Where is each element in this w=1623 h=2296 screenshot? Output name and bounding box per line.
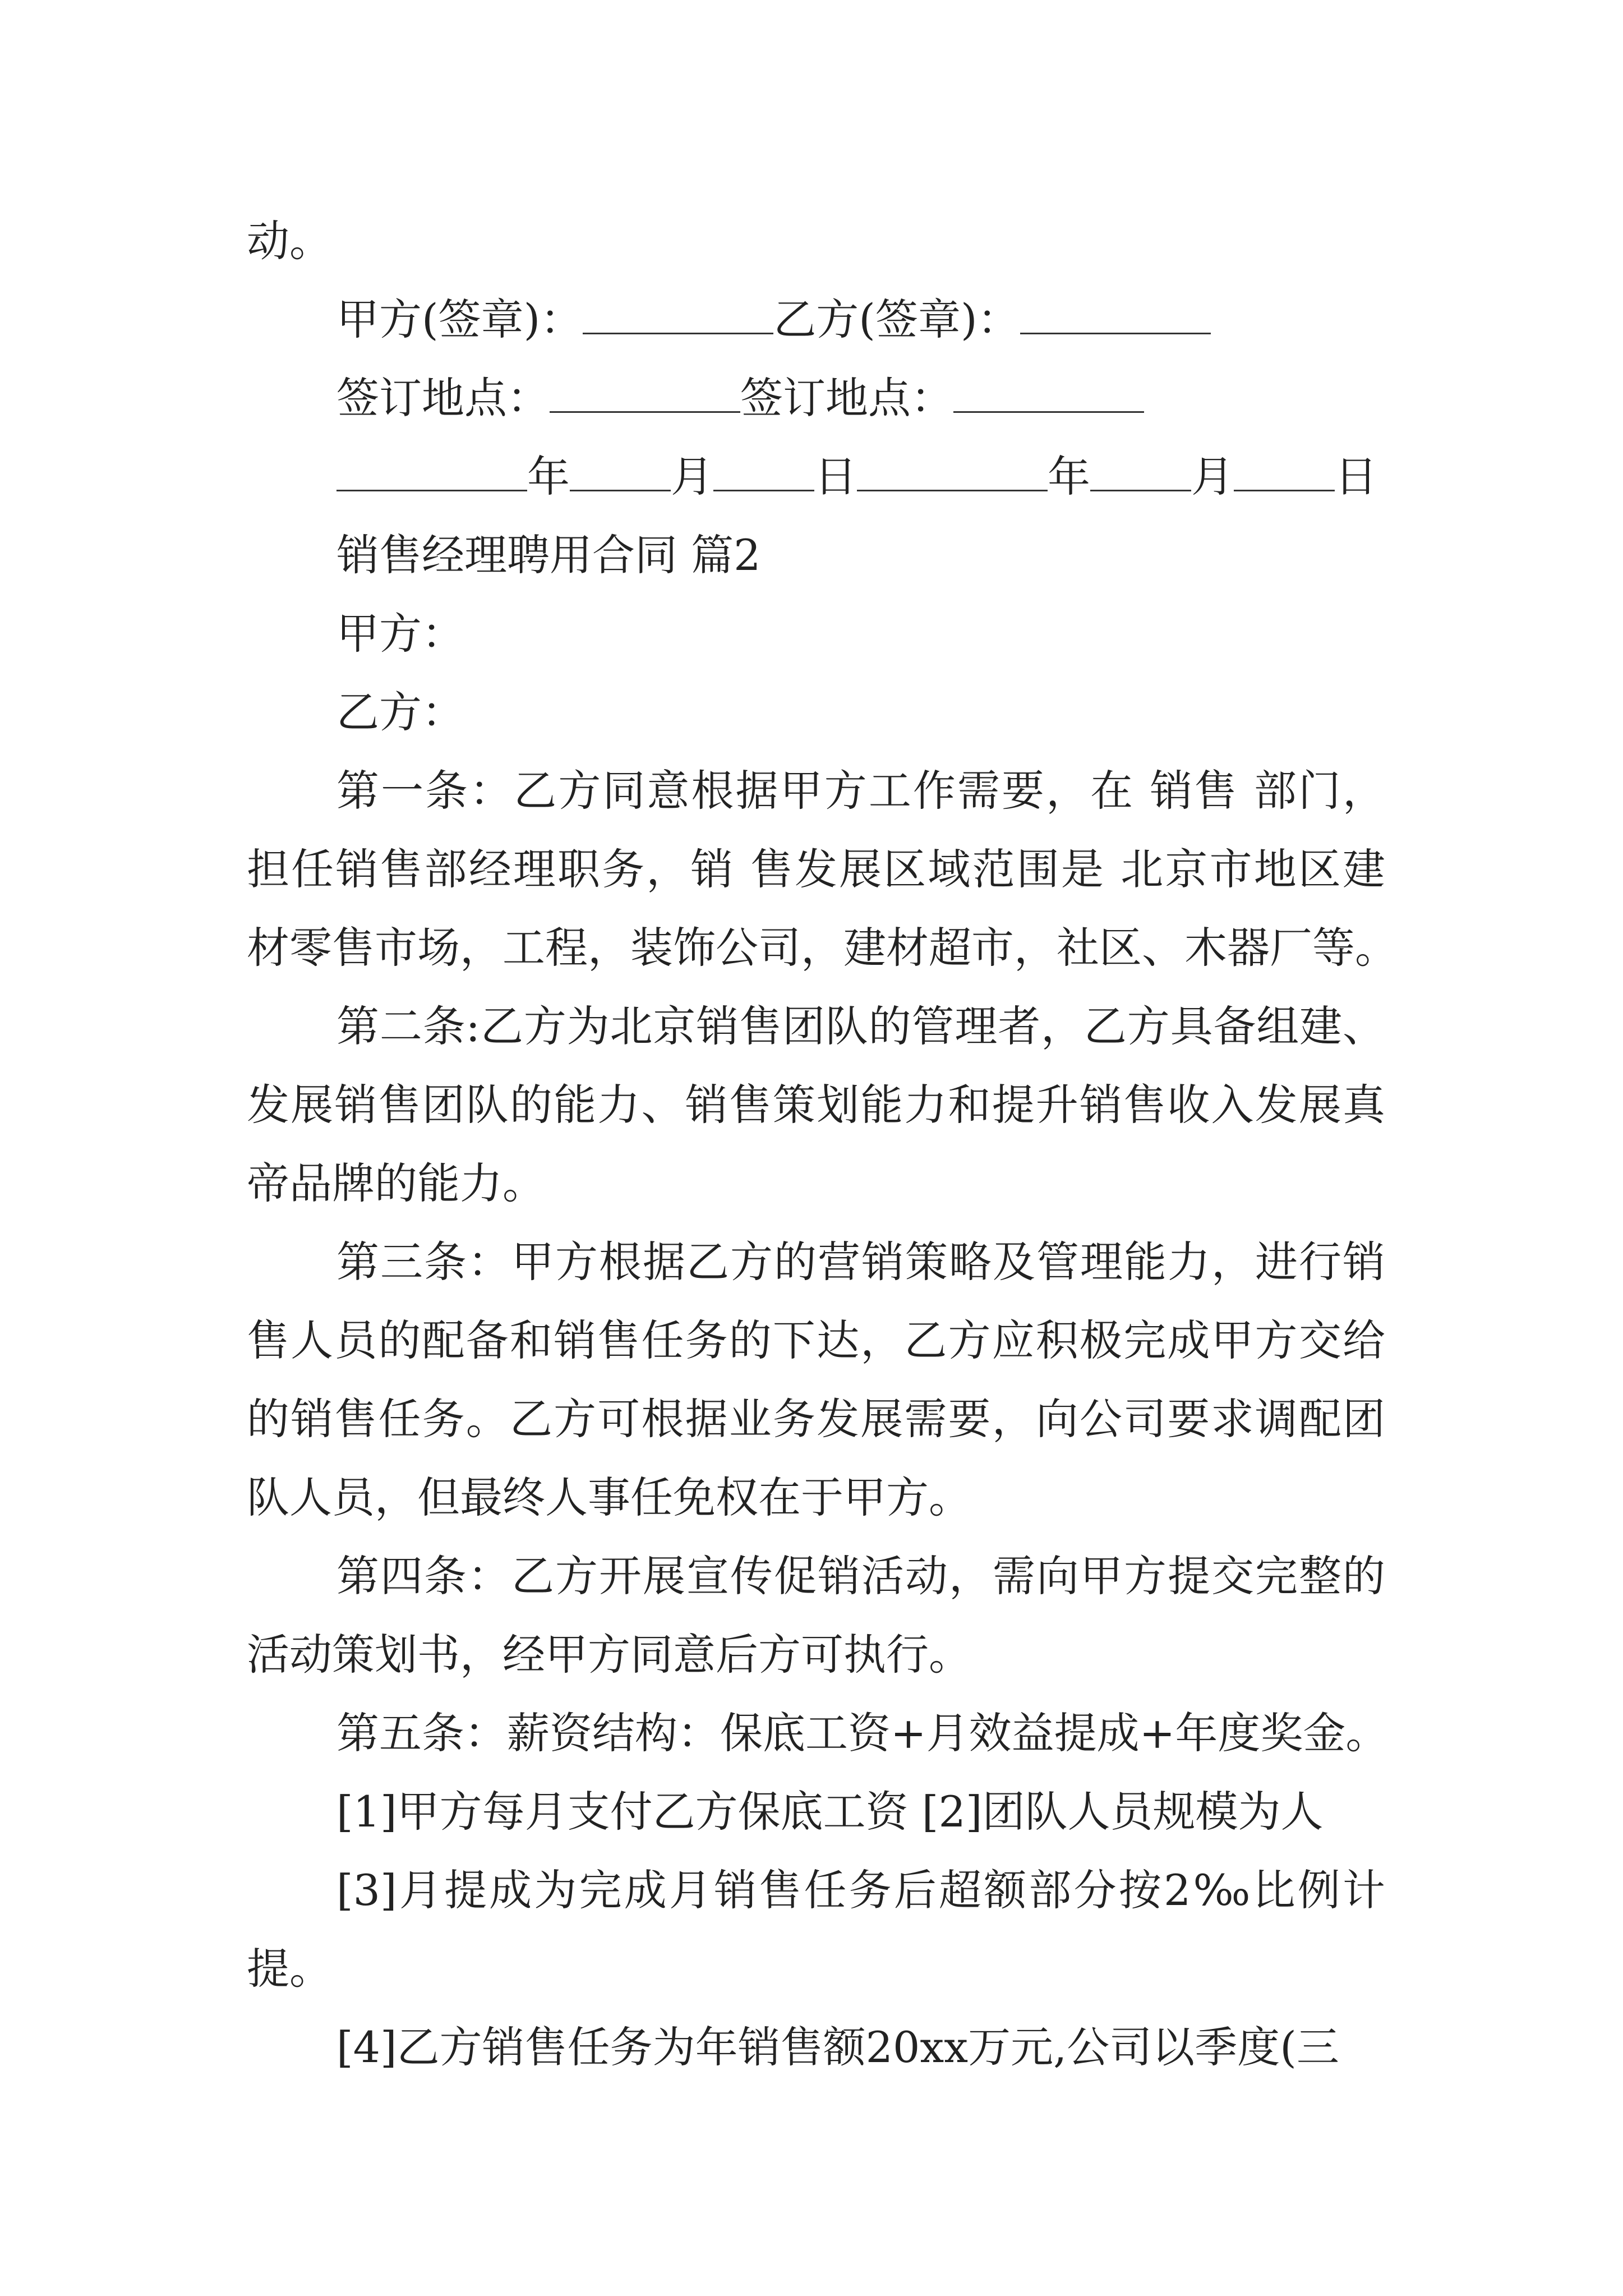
paragraph-line: [1]甲方每月支付乙方保底工资 [2]团队人员规模为人 <box>336 1787 1324 1837</box>
party-a-signature-label: 甲方(签章)： <box>336 295 583 344</box>
signature-line <box>247 280 1385 359</box>
party-a-place-label: 签订地点： <box>336 373 550 423</box>
paragraph-line: 活动策划书，经甲方同意后方可执行。 <box>247 1630 971 1680</box>
party-a-place-blank <box>550 372 740 413</box>
paragraph-line: 第三条：甲方根据乙方的营销策略及管理能力，进行销 <box>336 1237 1385 1287</box>
paragraph-line: 队人员，但最终人事任免权在于甲方。 <box>247 1473 971 1522</box>
year-blank <box>857 450 1048 491</box>
paragraph-line: 第一条：乙方同意根据甲方工作需要，在 销售 部门， <box>336 766 1385 816</box>
paragraph-line: 的销售任务。乙方可根据业务发展需要，向公司要求调配团 <box>247 1394 1385 1444</box>
year-label: 年 <box>527 452 570 501</box>
paragraph-line: 提。 <box>247 1944 332 1994</box>
party-a-signature-blank <box>583 293 773 334</box>
date-line <box>247 438 1385 516</box>
party-b-place-label: 签订地点： <box>740 373 953 423</box>
paragraph-line: 动。 <box>247 216 332 266</box>
paragraph-line: 担任销售部经理职务，销 售发展区域范围是 北京市地区建 <box>247 844 1385 894</box>
paragraph-line: [3]月提成为完成月销售任务后超额部分按2‰比例计 <box>336 1865 1385 1915</box>
paragraph-line: 帝品牌的能力。 <box>247 1158 545 1208</box>
paragraph-line: 发展销售团队的能力、销售策划能力和提升销售收入发展真 <box>247 1080 1385 1130</box>
paragraph-line: [4]乙方销售任务为年销售额20xx万元,公司以季度(三 <box>336 2022 1339 2072</box>
day-label: 日 <box>814 452 857 501</box>
month-label: 月 <box>1191 452 1234 501</box>
signing-place-line <box>247 359 1385 438</box>
section-heading: 销售经理聘用合同 篇2 <box>336 530 761 580</box>
month-blank <box>1090 450 1191 491</box>
party-b-signature-label: 乙方(签章)： <box>773 295 1020 344</box>
year-blank <box>336 450 527 491</box>
party-b-place-blank <box>953 372 1144 413</box>
month-label: 月 <box>671 452 713 501</box>
party-b-signature-blank <box>1020 293 1211 334</box>
paragraph-line: 材零售市场，工程，装饰公司，建材超市，社区、木器厂等。 <box>247 923 1398 973</box>
day-label: 日 <box>1335 452 1377 501</box>
paragraph-line: 第五条：薪资结构：保底工资+月效益提成+年度奖金。 <box>336 1708 1389 1758</box>
year-label: 年 <box>1048 452 1090 501</box>
party-b-line: 乙方： <box>336 687 464 737</box>
day-blank <box>713 450 814 491</box>
paragraph-line: 第四条：乙方开展宣传促销活动，需向甲方提交完整的 <box>336 1551 1385 1601</box>
paragraph-line: 售人员的配备和销售任务的下达，乙方应积极完成甲方交给 <box>247 1315 1385 1365</box>
party-a-line: 甲方： <box>336 609 464 659</box>
paragraph-line: 第二条:乙方为北京销售团队的管理者，乙方具备组建、 <box>336 1001 1385 1051</box>
day-blank <box>1234 450 1335 491</box>
month-blank <box>570 450 671 491</box>
document-body <box>247 202 1398 2087</box>
